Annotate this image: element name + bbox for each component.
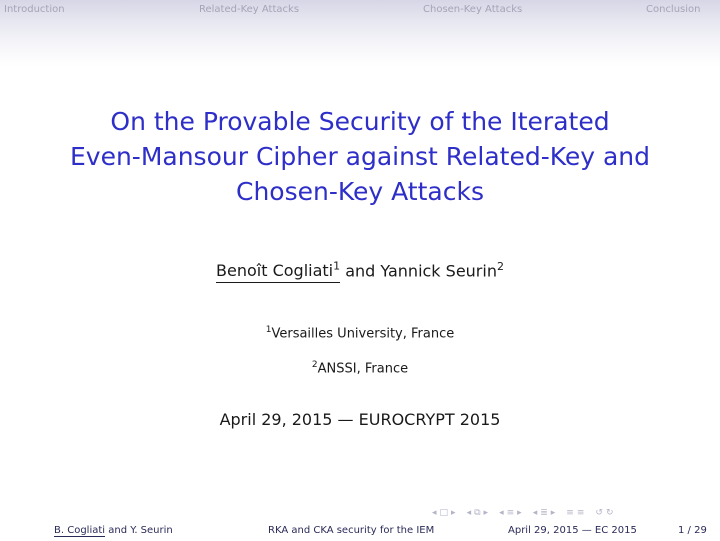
beamer-navigation-symbols <box>432 507 613 519</box>
footer-date: April 29, 2015 — EC 2015 <box>508 525 637 536</box>
affiliation-marker: 1 <box>333 260 341 273</box>
frame-icon[interactable]: □ <box>439 508 449 518</box>
title-line-3: Chosen-Key Attacks <box>236 177 484 206</box>
title-line-2: Even-Mansour Cipher against Related-Key and <box>69 142 651 171</box>
affiliation-marker: 2 <box>496 260 504 273</box>
subsection-prev-icon[interactable]: ◂ <box>466 508 472 518</box>
search-icon-2[interactable]: ↻ <box>605 508 614 518</box>
slide-icon[interactable]: ≣ <box>540 508 548 518</box>
nav-section-conclusion[interactable]: Conclusion <box>646 4 701 15</box>
subsection-next-icon[interactable]: ▸ <box>483 508 489 518</box>
frame-prev-icon[interactable]: ◂ <box>432 508 437 518</box>
section-prev-icon[interactable]: ◂ <box>499 508 504 518</box>
section-icon[interactable]: ≡ <box>506 508 515 518</box>
slide-next-icon[interactable]: ▸ <box>550 508 556 518</box>
presentation-date: April 29, 2015 — EUROCRYPT 2015 <box>219 410 501 429</box>
footer-page-number: 1 / 29 <box>678 525 707 536</box>
title-line-1: On the Provable Security of the Iterated <box>110 107 610 136</box>
appendix-icon[interactable]: ≡ <box>566 508 574 518</box>
nav-section-related-key-attacks[interactable]: Related-Key Attacks <box>199 4 300 15</box>
search-icon[interactable]: ↺ <box>595 508 603 518</box>
affiliation-anssi: $^2$ANSSI, France <box>311 360 409 377</box>
nav-section-chosen-key-attacks[interactable]: Chosen-Key Attacks <box>423 4 523 15</box>
slide-footer <box>0 519 720 541</box>
presenter-name: Benoît Cogliati$^1$ <box>216 261 340 283</box>
footer-short-title: RKA and CKA security for the IEM <box>268 525 435 536</box>
author-list <box>0 260 720 280</box>
frame-next-icon[interactable]: ▸ <box>451 508 456 518</box>
subsection-icon[interactable]: ⧉ <box>474 508 481 518</box>
slide-prev-icon[interactable]: ◂ <box>532 508 538 518</box>
document-icon[interactable]: ≡ <box>576 508 585 518</box>
section-navigation-bar <box>0 0 720 66</box>
nav-section-introduction[interactable]: Introduction <box>4 4 65 15</box>
second-author: and Yannick Seurin <box>345 261 497 281</box>
footer-authors: B. Cogliati and Y. Seurin <box>54 525 173 536</box>
affiliation-versailles: $^1$Versailles University, France <box>265 325 455 342</box>
section-next-icon[interactable]: ▸ <box>517 508 522 518</box>
presentation-title <box>0 104 720 209</box>
